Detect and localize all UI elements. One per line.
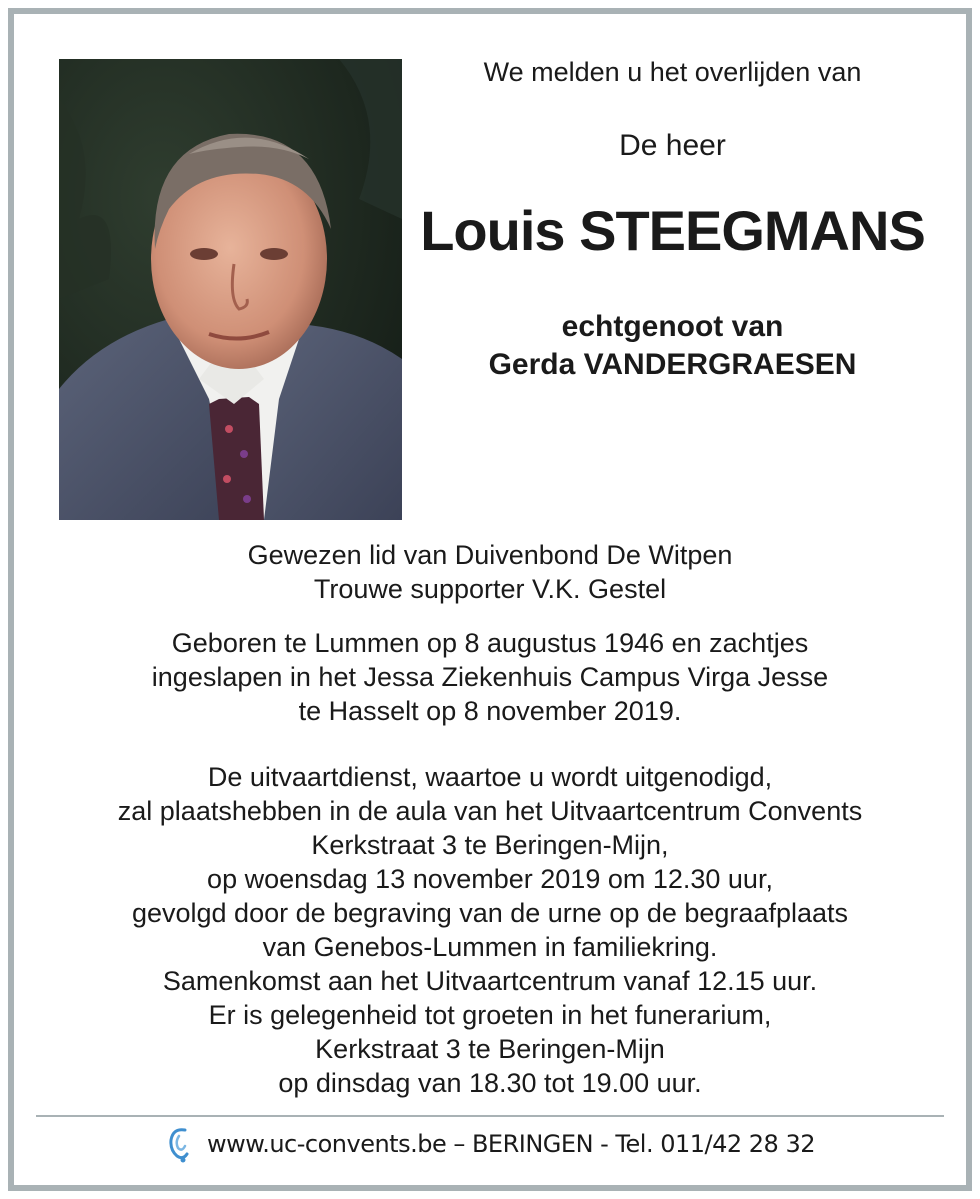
funeral-line: zal plaatshebben in de aula van het Uitvaartcentrum Convents xyxy=(117,796,863,826)
notice-header xyxy=(420,56,925,384)
funeral-line: van Genebos-Lummen in familiekring. xyxy=(262,932,718,962)
portrait-photo xyxy=(59,59,402,520)
funeral-line: Er is gelegenheid tot groeten in het funerarium, xyxy=(208,1000,772,1030)
contact-line[interactable]: www.uc-convents.be – BERINGEN - Tel. 011/42 28 32 xyxy=(207,1130,815,1158)
deceased-name: Louis STEEGMANS xyxy=(420,199,925,262)
spouse-name: Gerda VANDERGRAESEN xyxy=(488,348,857,381)
birth-death-line: Geboren te Lummen op 8 augustus 1946 en zachtjes xyxy=(171,628,809,658)
funeral-line: Kerkstraat 3 te Beringen-Mijn, xyxy=(311,830,669,860)
announcement-intro: We melden u het overlijden van xyxy=(483,57,862,87)
funeral-paragraph xyxy=(30,760,950,1100)
honorific: De heer xyxy=(619,129,726,162)
convents-logo-icon xyxy=(165,1124,193,1164)
funeral-line: Samenkomst aan het Uitvaartcentrum vanaf 12.15 uur. xyxy=(162,966,818,996)
membership-line: Trouwe supporter V.K. Gestel xyxy=(313,574,667,604)
funeral-line: De uitvaartdienst, waartoe u wordt uitgenodigd, xyxy=(207,762,773,792)
spouse-info xyxy=(420,308,925,384)
funeral-line: op woensdag 13 november 2019 om 12.30 uur, xyxy=(207,864,773,894)
birth-death-line: te Hasselt op 8 november 2019. xyxy=(298,696,682,726)
memberships-paragraph xyxy=(30,538,950,606)
funeral-line: Kerkstraat 3 te Beringen-Mijn xyxy=(315,1034,665,1064)
spouse-label: echtgenoot van xyxy=(561,310,784,343)
membership-line: Gewezen lid van Duivenbond De Witpen xyxy=(247,540,733,570)
birth-death-paragraph xyxy=(30,626,950,728)
funeral-line: op dinsdag van 18.30 tot 19.00 uur. xyxy=(278,1068,702,1098)
footer xyxy=(0,1122,980,1166)
footer-divider xyxy=(36,1115,944,1117)
funeral-line: gevolgd door de begraving van de urne op de begraafplaats xyxy=(131,898,849,928)
birth-death-line: ingeslapen in het Jessa Ziekenhuis Campus Virga Jesse xyxy=(151,662,829,692)
